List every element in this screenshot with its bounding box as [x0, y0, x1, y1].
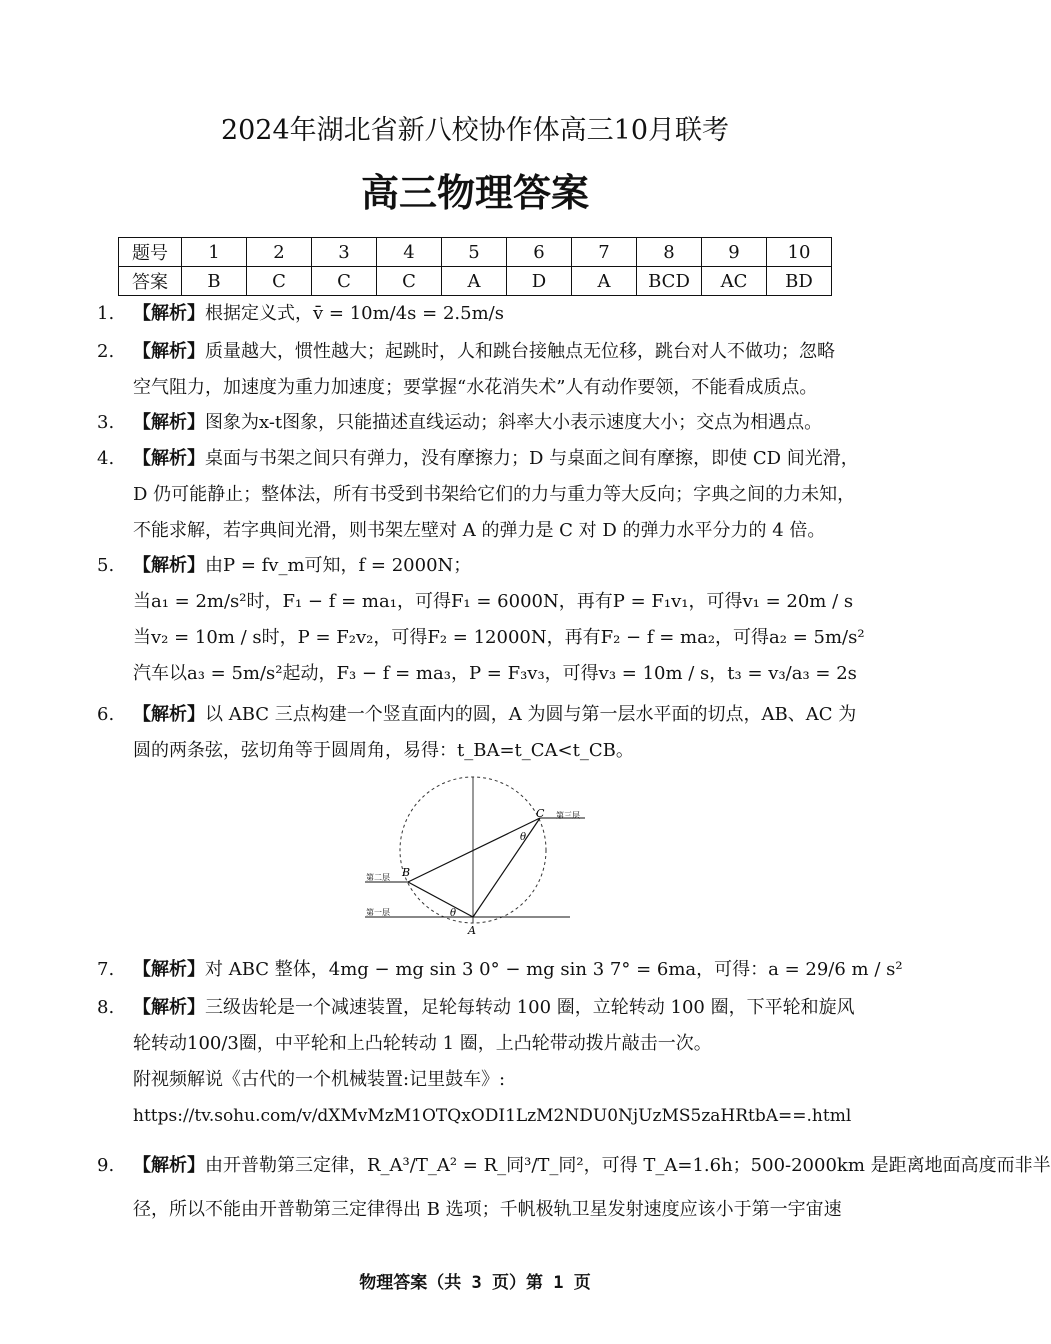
table-row — [119, 238, 832, 267]
label-floor1: 第一层 — [366, 908, 390, 917]
item-line: 桌面与书架之间只有弹力，没有摩擦力；D 与桌面之间有摩擦，即使 CD 间光滑， — [205, 448, 859, 469]
item-tag: 【解析】 — [133, 341, 205, 362]
table-cell: BCD — [637, 267, 702, 296]
answer-table — [118, 237, 832, 296]
table-cell: 1 — [182, 238, 247, 267]
label-floor2: 第二层 — [366, 873, 390, 882]
item-number: 5. — [97, 555, 115, 576]
table-cell: C — [312, 267, 377, 296]
item-tag: 【解析】 — [133, 1155, 205, 1176]
item-text: 图象为x-t图象，只能描述直线运动；斜率大小表示速度大小；交点为相遇点。 — [205, 412, 823, 433]
item-number: 8. — [97, 997, 115, 1018]
item-tag: 【解析】 — [133, 959, 205, 980]
table-cell: C — [377, 267, 442, 296]
table-cell: B — [182, 267, 247, 296]
item-number: 6. — [97, 704, 115, 725]
label-B: B — [402, 866, 411, 879]
item-line: 以 ABC 三点构建一个竖直面内的圆，A 为圆与第一层水平面的切点，AB、AC 为 — [205, 704, 857, 725]
item-line: 轮转动100/3圈，中平轮和上凸轮转动 1 圈，上凸轮带动拨片敲击一次。 — [133, 1033, 712, 1054]
page-title: 2024年湖北省新八校协作体高三10月联考 — [220, 115, 730, 146]
circle-diagram — [360, 770, 590, 940]
item-number: 2. — [97, 341, 115, 362]
table-cell: 5 — [442, 238, 507, 267]
table-header-cell: 题号 — [119, 238, 182, 267]
item-link[interactable]: https://tv.sohu.com/v/dXMvMzM1OTQxODI1LzM2NDU0NjUzMS5zaHRtbA==.html — [133, 1106, 852, 1126]
table-cell: 2 — [247, 238, 312, 267]
table-cell: 10 — [767, 238, 832, 267]
table-cell: 7 — [572, 238, 637, 267]
label-floor3: 第三层 — [556, 811, 580, 820]
page-subtitle: 高三物理答案 — [360, 171, 589, 215]
item-line: 当v₂ = 10m / s时，P = F₂v₂，可得F₂ = 12000N，再有F₂ − f = ma₂，可得a₂ = 5m/s² — [133, 627, 865, 648]
item-line: 汽车以a₃ = 5m/s²起动，F₃ − f = ma₃，P = F₃v₃，可得v₃ = 10m / s，t₃ = v₃/a₃ = 2s — [133, 663, 857, 684]
item-line: 圆的两条弦，弦切角等于圆周角，易得：t_BA=t_CA<t_CB。 — [133, 740, 634, 761]
table-cell: AC — [702, 267, 767, 296]
item-line: 三级齿轮是一个减速装置，足轮每转动 100 圈，立轮转动 100 圈，下平轮和旋风 — [205, 997, 855, 1018]
item-tag: 【解析】 — [133, 448, 205, 469]
label-C: C — [536, 807, 545, 820]
item-line: 质量越大，惯性越大；起跳时，人和跳台接触点无位移，跳台对人不做功；忽略 — [205, 341, 835, 362]
item-tag: 【解析】 — [133, 303, 205, 324]
item-line: 当a₁ = 2m/s²时，F₁ − f = ma₁，可得F₁ = 6000N，再有P = F₁v₁，可得v₁ = 20m / s — [133, 591, 854, 612]
table-cell: A — [572, 267, 637, 296]
item-text: 根据定义式，v̄ = 10m/4s = 2.5m/s — [205, 303, 504, 324]
item-line: 由P = fv_m可知，f = 2000N； — [205, 555, 472, 576]
item-text: 对 ABC 整体，4mg − mg sin 3 0° − mg sin 3 7° = 6ma，可得：a = 29/6 m / s² — [205, 959, 903, 980]
item-tag: 【解析】 — [133, 997, 205, 1018]
table-cell: 9 — [702, 238, 767, 267]
item-line: D 仍可能静止；整体法，所有书受到书架给它们的力与重力等大反向；字典之间的力未知， — [133, 484, 856, 505]
table-cell: D — [507, 267, 572, 296]
item-number: 7. — [97, 959, 115, 980]
item-line: 径，所以不能由开普勒第三定律得出 B 选项；千帆极轨卫星发射速度应该小于第一宇宙速 — [133, 1199, 842, 1220]
table-cell: A — [442, 267, 507, 296]
label-A: A — [468, 924, 476, 937]
chord-CA — [473, 818, 540, 917]
item-line: 不能求解，若字典间光滑，则书架左壁对 A 的弹力是 C 对 D 的弹力水平分力的 4 倍。 — [133, 520, 826, 541]
label-theta-A: θ — [450, 908, 457, 919]
item-line: 附视频解说《古代的一个机械装置:记里鼓车》: — [133, 1069, 506, 1090]
item-number: 1. — [97, 303, 115, 324]
table-cell: 4 — [377, 238, 442, 267]
page-footer: 物理答案（共 3 页）第 1 页 — [359, 1273, 591, 1293]
table-header-cell: 答案 — [119, 267, 182, 296]
item-number: 9. — [97, 1155, 115, 1176]
table-cell: C — [247, 267, 312, 296]
item-number: 4. — [97, 448, 115, 469]
table-row — [119, 267, 832, 296]
chord-BA — [408, 882, 473, 917]
item-line: 空气阻力，加速度为重力加速度；要掌握“水花消失术”人有动作要领，不能看成质点。 — [133, 377, 818, 398]
item-tag: 【解析】 — [133, 704, 205, 725]
label-theta-C: θ — [520, 832, 527, 843]
table-cell: 8 — [637, 238, 702, 267]
item-number: 3. — [97, 412, 115, 433]
chord-BC — [408, 818, 540, 882]
table-cell: BD — [767, 267, 832, 296]
item-line: 由开普勒第三定律，R_A³/T_A² = R_同³/T_同²，可得 T_A=1.6h；500-2000km 是距离地面高度而非半 — [205, 1155, 1051, 1176]
item-tag: 【解析】 — [133, 412, 205, 433]
table-cell: 6 — [507, 238, 572, 267]
item-tag: 【解析】 — [133, 555, 205, 576]
table-cell: 3 — [312, 238, 377, 267]
